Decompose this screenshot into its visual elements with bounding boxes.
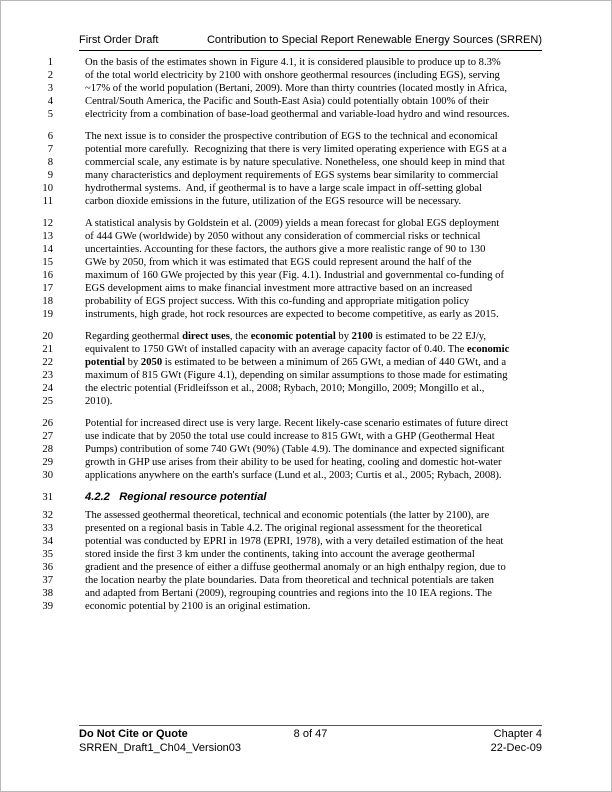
text-line [1, 509, 611, 522]
paragraph-block [1, 330, 611, 408]
text-line [1, 574, 611, 587]
line-text: many characteristics and deployment requirements of EGS systems bear similarity to commercial [85, 170, 499, 181]
text-line [1, 395, 611, 408]
line-number: 10 [42, 183, 53, 194]
line-text: hydrothermal systems. And, if geothermal is to have a large scale impact in off-setting global [85, 183, 483, 194]
line-number: 15 [42, 257, 53, 268]
text-line [1, 330, 611, 343]
line-number: 12 [42, 218, 53, 229]
text-line [1, 382, 611, 395]
line-number: 4 [47, 96, 53, 107]
line-number: 20 [42, 331, 53, 342]
line-number: 22 [42, 357, 53, 368]
line-number: 26 [42, 418, 53, 429]
text-line [1, 343, 611, 356]
line-text: equivalent to 1750 GWt of installed capacity with an average capacity factor of 0.40. The economic [85, 344, 510, 355]
line-text: probability of EGS project success. With this co-funding and appropriate mitigation policy [85, 296, 470, 307]
line-text: stored inside the first 3 km under the continents, taking into account the average geothermal [85, 549, 475, 560]
line-text: 4.2.2 Regional resource potential [85, 491, 267, 503]
text-line [1, 256, 611, 269]
body-lines [1, 56, 611, 622]
footer-row-bottom [79, 742, 542, 756]
line-text: EGS development aims to make financial investment more attractive based on an increased [85, 283, 473, 294]
line-text: maximum of 160 GWe projected by this year (Fig. 4.1). Industrial and governmental co-funding of [85, 270, 504, 281]
line-number: 35 [42, 549, 53, 560]
line-number: 18 [42, 296, 53, 307]
line-number: 39 [42, 601, 53, 612]
line-number: 38 [42, 588, 53, 599]
line-number: 27 [42, 431, 53, 442]
line-text: Potential for increased direct use is very large. Recent likely-case scenario estimates of future direct [85, 418, 509, 429]
text-line [1, 295, 611, 308]
line-number: 3 [47, 83, 53, 94]
text-line [1, 182, 611, 195]
line-text: Pumps) contribution of some 740 GWt (90%) (Table 4.9). The dominance and expected significant [85, 444, 505, 455]
line-number: 36 [42, 562, 53, 573]
line-text: GWe by 2050, from which it was estimated that EGS could represent around the half of the [85, 257, 472, 268]
line-text: Central/South America, the Pacific and South-East Asia) could potentially obtain 100% of their [85, 96, 489, 107]
text-line [1, 522, 611, 535]
line-number: 29 [42, 457, 53, 468]
text-line [1, 282, 611, 295]
line-number: 21 [42, 344, 53, 355]
line-number: 17 [42, 283, 53, 294]
paragraph-block [1, 56, 611, 121]
paragraph-block [1, 417, 611, 482]
line-text: carbon dioxide emissions in the future, utilization of the EGS resource will be necessary. [85, 196, 462, 207]
line-number: 6 [47, 131, 53, 142]
line-number: 1 [47, 57, 53, 68]
line-number: 7 [47, 144, 53, 155]
line-number: 19 [42, 309, 53, 320]
line-text: ~17% of the world population (Bertani, 2009). More than thirty countries (located mostly in Africa, [85, 83, 508, 94]
line-text: gradient and the presence of either a diffuse geothermal anomaly or an high enthalpy region, due to [85, 562, 506, 573]
line-text: A statistical analysis by Goldstein et al. (2009) yields a mean forecast for global EGS deployment [85, 218, 500, 229]
line-number: 37 [42, 575, 53, 586]
section-heading-block [1, 491, 611, 504]
line-text: On the basis of the estimates shown in Figure 4.1, it is considered plausible to produce up to 8.3% [85, 57, 501, 68]
line-text: maximum of 815 GWt (Figure 4.1), depending on similar assumptions to those made for estimating [85, 370, 508, 381]
line-text: 2010). [85, 396, 113, 407]
line-number: 28 [42, 444, 53, 455]
line-number: 34 [42, 536, 53, 547]
footer-page-number: 8 of 47 [293, 728, 328, 740]
text-line [1, 561, 611, 574]
line-number: 32 [42, 510, 53, 521]
text-line [1, 600, 611, 613]
line-text: economic potential by 2100 is an original estimation. [85, 601, 311, 612]
text-line [1, 95, 611, 108]
header-report-title: Contribution to Special Report Renewable Energy Sources (SRREN) [206, 34, 542, 46]
text-line [1, 308, 611, 321]
line-number: 13 [42, 231, 53, 242]
line-number: 33 [42, 523, 53, 534]
paragraph-block [1, 509, 611, 613]
line-number: 9 [47, 170, 53, 181]
line-text: growth in GHP use arises from their ability to be used for heating, cooling and domestic hot-water [85, 457, 502, 468]
footer-row-top [79, 728, 542, 742]
text-line [1, 469, 611, 482]
text-line [1, 491, 611, 504]
footer-date: 22-Dec-09 [490, 741, 543, 754]
line-number: 11 [42, 196, 53, 207]
line-text: commercial scale, any estimate is by nature speculative. Nonetheless, one should keep in mind that [85, 157, 505, 168]
line-text: potential was conducted by EPRI in 1978 (EPRI, 1978), with a very detailed estimation of the heat [85, 536, 504, 547]
line-number: 16 [42, 270, 53, 281]
footer-chapter-label: Chapter 4 [493, 728, 542, 740]
line-text: applications anywhere on the earth's surface (Lund et al., 2003; Curtis et al., 2005; Rybach, 2008). [85, 470, 502, 481]
footer-spacer [241, 742, 391, 756]
line-number: 31 [42, 492, 53, 503]
text-line [1, 417, 611, 430]
line-text: of the total world electricity by 2100 with onshore geothermal resources (including EGS), serving [85, 70, 500, 81]
text-line [1, 369, 611, 382]
text-line [1, 356, 611, 369]
line-text: The assessed geothermal theoretical, technical and economic potentials (the latter by 2100), are [85, 510, 490, 521]
line-number: 2 [47, 70, 53, 81]
page-footer [79, 725, 542, 755]
line-text: The next issue is to consider the prospective contribution of EGS to the technical and economical [85, 131, 498, 142]
line-text: of 444 GWe (worldwide) by 2050 without any consideration of commercial risks or technical [85, 231, 481, 242]
text-line [1, 82, 611, 95]
text-line [1, 269, 611, 282]
paragraph-block [1, 130, 611, 208]
header-draft-status: First Order Draft [79, 34, 159, 46]
line-text: and adapted from Bertani (2009), regrouping countries and regions into the 10 IEA regions. The [85, 588, 492, 599]
text-line [1, 217, 611, 230]
line-text: electricity from a combination of base-load geothermal and variable-load hydro and wind resources. [85, 109, 510, 120]
line-text: uncertainties. Accounting for these factors, the authors give a more realistic range of 90 to 130 [85, 244, 486, 255]
page-header [79, 34, 542, 51]
line-number: 25 [42, 396, 53, 407]
line-text: the location nearby the plate boundaries. Data from theoretical and technical potentials are taken [85, 575, 494, 586]
text-line [1, 230, 611, 243]
text-line [1, 143, 611, 156]
line-number: 8 [47, 157, 53, 168]
footer-cite-notice: Do Not Cite or Quote [79, 728, 188, 740]
line-number: 30 [42, 470, 53, 481]
line-text: Regarding geothermal direct uses, the economic potential by 2100 is estimated to be 22 EJ/y, [85, 331, 487, 342]
paragraph-block [1, 217, 611, 321]
line-text: use indicate that by 2050 the total use could increase to 815 GWt, with a GHP (Geothermal Heat [85, 431, 495, 442]
line-number: 23 [42, 370, 53, 381]
line-number: 5 [47, 109, 53, 120]
footer-document-version: SRREN_Draft1_Ch04_Version03 [79, 741, 242, 754]
text-line [1, 130, 611, 143]
line-text: presented on a regional basis in Table 4.2. The original regional assessment for the theoretical [85, 523, 483, 534]
text-line [1, 456, 611, 469]
text-line [1, 535, 611, 548]
text-line [1, 243, 611, 256]
text-line [1, 69, 611, 82]
text-line [1, 156, 611, 169]
text-line [1, 195, 611, 208]
line-number: 24 [42, 383, 53, 394]
text-line [1, 443, 611, 456]
text-line [1, 56, 611, 69]
line-text: potential by 2050 is estimated to be between a minimum of 265 GWt, a median of 440 GWt, and a [85, 357, 507, 368]
line-text: potential more carefully. Recognizing that there is very limited operating experience with EGS at a [85, 144, 507, 155]
line-number: 14 [42, 244, 53, 255]
text-line [1, 108, 611, 121]
line-text: instruments, high grade, hot rock resources are expected to become competitive, as early as 2015. [85, 309, 499, 320]
line-text: the electric potential (Fridleifsson et al., 2008; Rybach, 2010; Mongillo, 2009; Mongillo et al., [85, 383, 485, 394]
text-line [1, 548, 611, 561]
text-line [1, 587, 611, 600]
text-line [1, 169, 611, 182]
text-line [1, 430, 611, 443]
